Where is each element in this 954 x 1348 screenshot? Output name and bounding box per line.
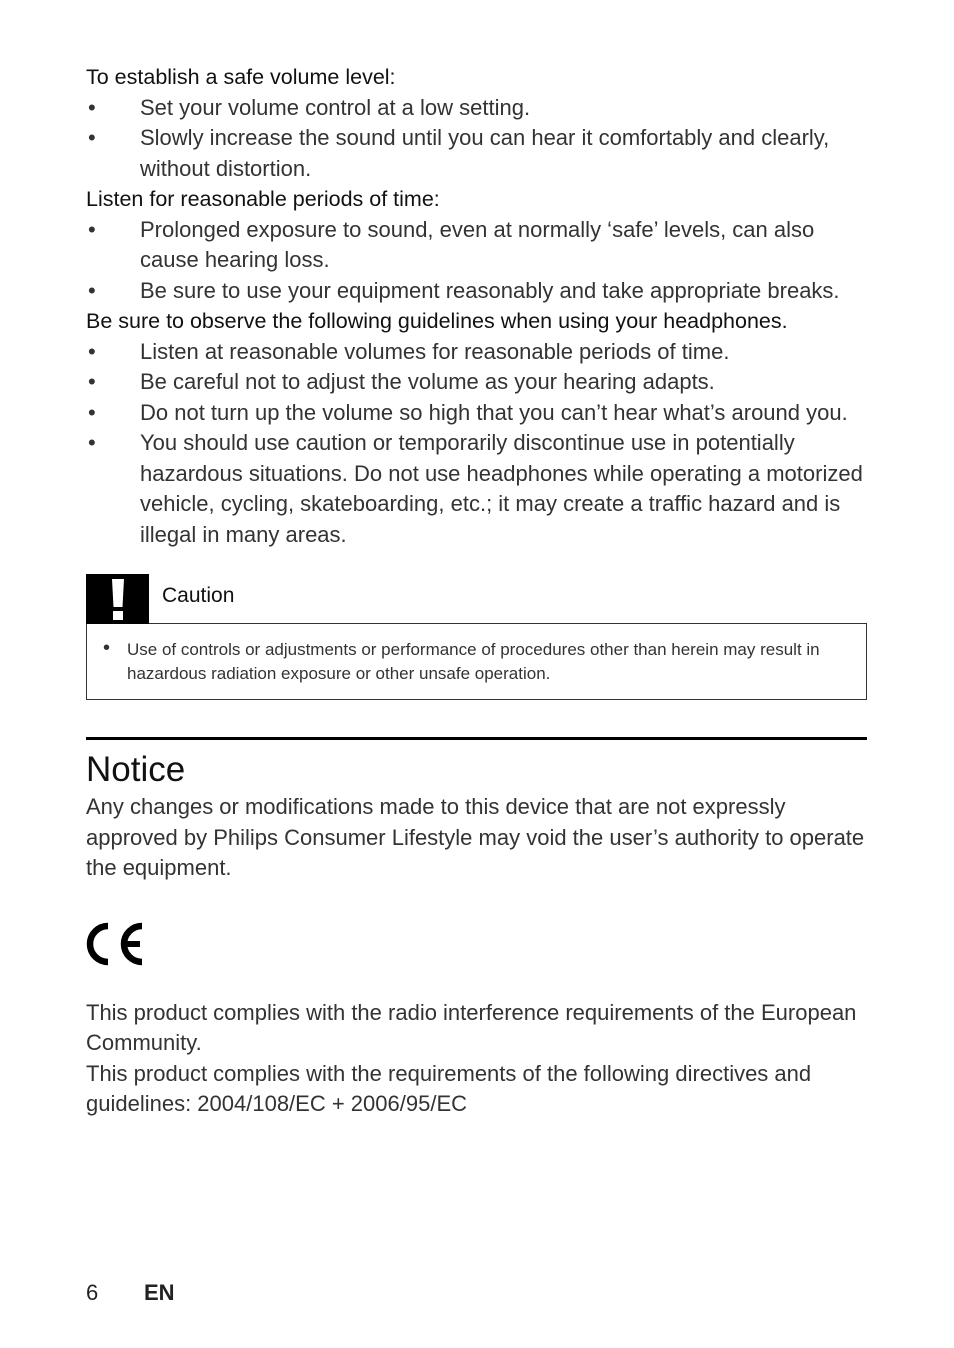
list-item: • You should use caution or temporarily discontinue use in potentially hazardous situations. Do not use headphones while operating a motorized vehicle, cycling, skateboarding, etc.; it may create a traffic hazard and is illegal in many areas.: [88, 430, 863, 547]
compliance-line-2: This product complies with the requirements of the following directives and guidelines: 2004/108/EC + 2006/95/EC: [86, 1060, 812, 1116]
volume-list: [86, 93, 867, 185]
page-number: 6: [86, 1280, 99, 1305]
notice-text: Any changes or modifications made to this device that are not expressly approved by Philips Consumer Lifestyle may void the user’s authority to operate the equipment.: [86, 794, 865, 880]
exclamation-icon: [110, 579, 126, 621]
caution-box: [86, 574, 867, 701]
page-content: [86, 62, 867, 1120]
volume-heading: To establish a safe volume level:: [86, 65, 396, 89]
compliance-text: [86, 998, 867, 1120]
notice-title: Notice: [86, 750, 186, 789]
list-item: • Set your volume control at a low setting.: [88, 94, 531, 120]
list-item: • Be sure to use your equipment reasonably and take appropriate breaks.: [88, 277, 840, 303]
section-divider: [86, 737, 867, 740]
list-item: • Slowly increase the sound until you can hear it comfortably and clearly, without distortion.: [88, 125, 830, 181]
list-item: • Prolonged exposure to sound, even at normally ‘safe’ levels, can also cause hearing loss.: [88, 216, 815, 272]
page-footer: [86, 1280, 175, 1306]
caution-body: [86, 624, 867, 700]
compliance-line-1: This product complies with the radio interference requirements of the European Community.: [86, 999, 857, 1055]
listen-heading: Listen for reasonable periods of time:: [86, 187, 440, 211]
caution-flag: [86, 574, 149, 624]
guidelines-list: [86, 337, 867, 551]
list-item: • Listen at reasonable volumes for reasonable periods of time.: [88, 338, 730, 364]
list-item: • Use of controls or adjustments or performance of procedures other than herein may result in hazardous radiation exposure or other unsafe operation.: [103, 637, 820, 683]
list-item: • Do not turn up the volume so high that you can’t hear what’s around you.: [88, 399, 848, 425]
listen-list: [86, 215, 867, 307]
caution-title: Caution: [162, 584, 235, 607]
guidelines-heading: Be sure to observe the following guidelines when using your headphones.: [86, 309, 788, 333]
language-code: EN: [144, 1280, 175, 1305]
ce-mark-icon: [86, 921, 867, 968]
list-item: • Be careful not to adjust the volume as your hearing adapts.: [88, 369, 715, 394]
